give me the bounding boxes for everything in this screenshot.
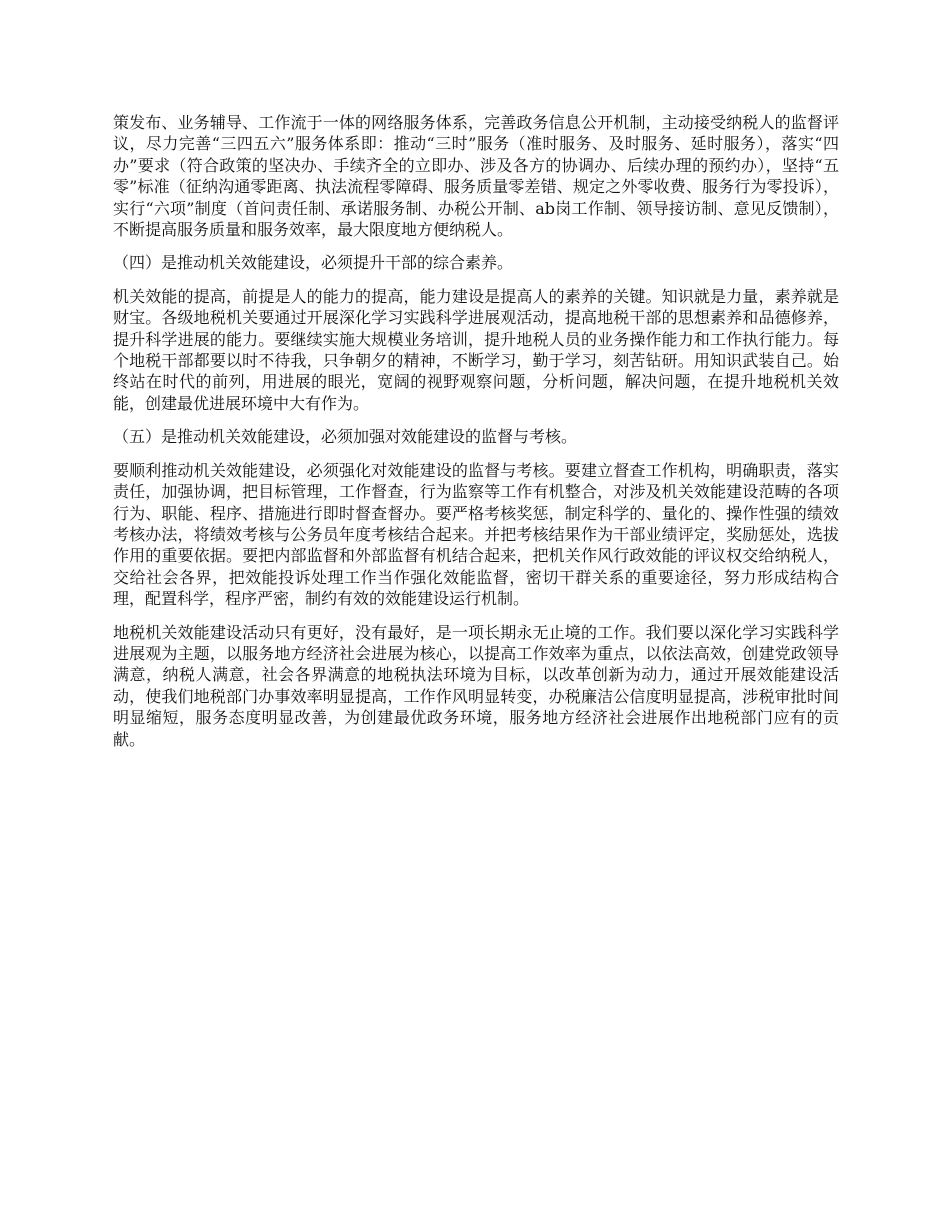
paragraph-cadre-quality: 机关效能的提高，前提是人的能力的提高，能力建设是提高人的素养的关键。知识就是力量，素养就是财宝。各级地税机关要通过开展深化学习实践科学进展观活动，提高地税干部的思想素养和品德修养，提升科学进展的能力。要继续实施大规模业务培训，提升地税人员的业务操作能力和工作执行能力。每个地税干部都要以时不待我，只争朝夕的精神，不断学习，勤于学习，刻苦钻研。用知识武装自己。始终站在时代的前列，用进展的眼光，宽阔的视野观察问题，分析问题，解决问题，在提升地税机关效能，创建最优进展环境中大有作为。 xyxy=(113,286,839,413)
paragraph-supervision: 要顺利推动机关效能建设，必须强化对效能建设的监督与考核。要建立督查工作机构，明确职责，落实责任，加强协调，把目标管理，工作督查，行为监察等工作有机整合，对涉及机关效能建设范畴的各项行为、职能、程序、措施进行即时督查督办。要严格考核奖惩，制定科学的、量化的、操作性强的绩效考核办法，将绩效考核与公务员年度考核结合起来。并把考核结果作为干部业绩评定，奖励惩处，选拔作用的重要依据。要把内部监督和外部监督有机结合起来，把机关作风行政效能的评议权交给纳税人，交给社会各界，把效能投诉处理工作当作强化效能监督，密切干群关系的重要途径，努力形成结构合理，配置科学，程序严密，制约有效的效能建设运行机制。 xyxy=(113,460,839,609)
section-heading-5: （五）是推动机关效能建设，必须加强对效能建设的监督与考核。 xyxy=(113,427,578,447)
paragraph-conclusion: 地税机关效能建设活动只有更好，没有最好，是一项长期永无止境的工作。我们要以深化学习实践科学进展观为主题，以服务地方经济社会进展为核心，以提高工作效率为重点，以依法高效，创建党政领导满意，纳税人满意，社会各界满意的地税执法环境为目标，以改革创新为动力，通过开展效能建设活动，使我们地税部门办事效率明显提高，工作作风明显转变，办税廉洁公信度明显提高，涉税审批时间明显缩短，服务态度明显改善，为创建最优政务环境，服务地方经济社会进展作出地税部门应有的贡献。 xyxy=(113,622,839,749)
document-page xyxy=(113,112,839,762)
section-heading-4: （四）是推动机关效能建设，必须提升干部的综合素养。 xyxy=(113,253,514,273)
paragraph-service-system: 策发布、业务辅导、工作流于一体的网络服务体系，完善政务信息公开机制，主动接受纳税人的监督评议，尽力完善“三四五六”服务体系即：推动“三时”服务（准时服务、及时服务、延时服务），落实“四办”要求（符合政策的坚决办、手续齐全的立即办、涉及各方的协调办、后续办理的预约办），坚持“五零”标准（征纳沟通零距离、执法流程零障碍、服务质量零差错、规定之外零收费、服务行为零投诉），实行“六项”制度（首问责任制、承诺服务制、办税公开制、ab岗工作制、领导接访制、意见反馈制），不断提高服务质量和服务效率，最大限度地方便纳税人。 xyxy=(113,113,839,240)
